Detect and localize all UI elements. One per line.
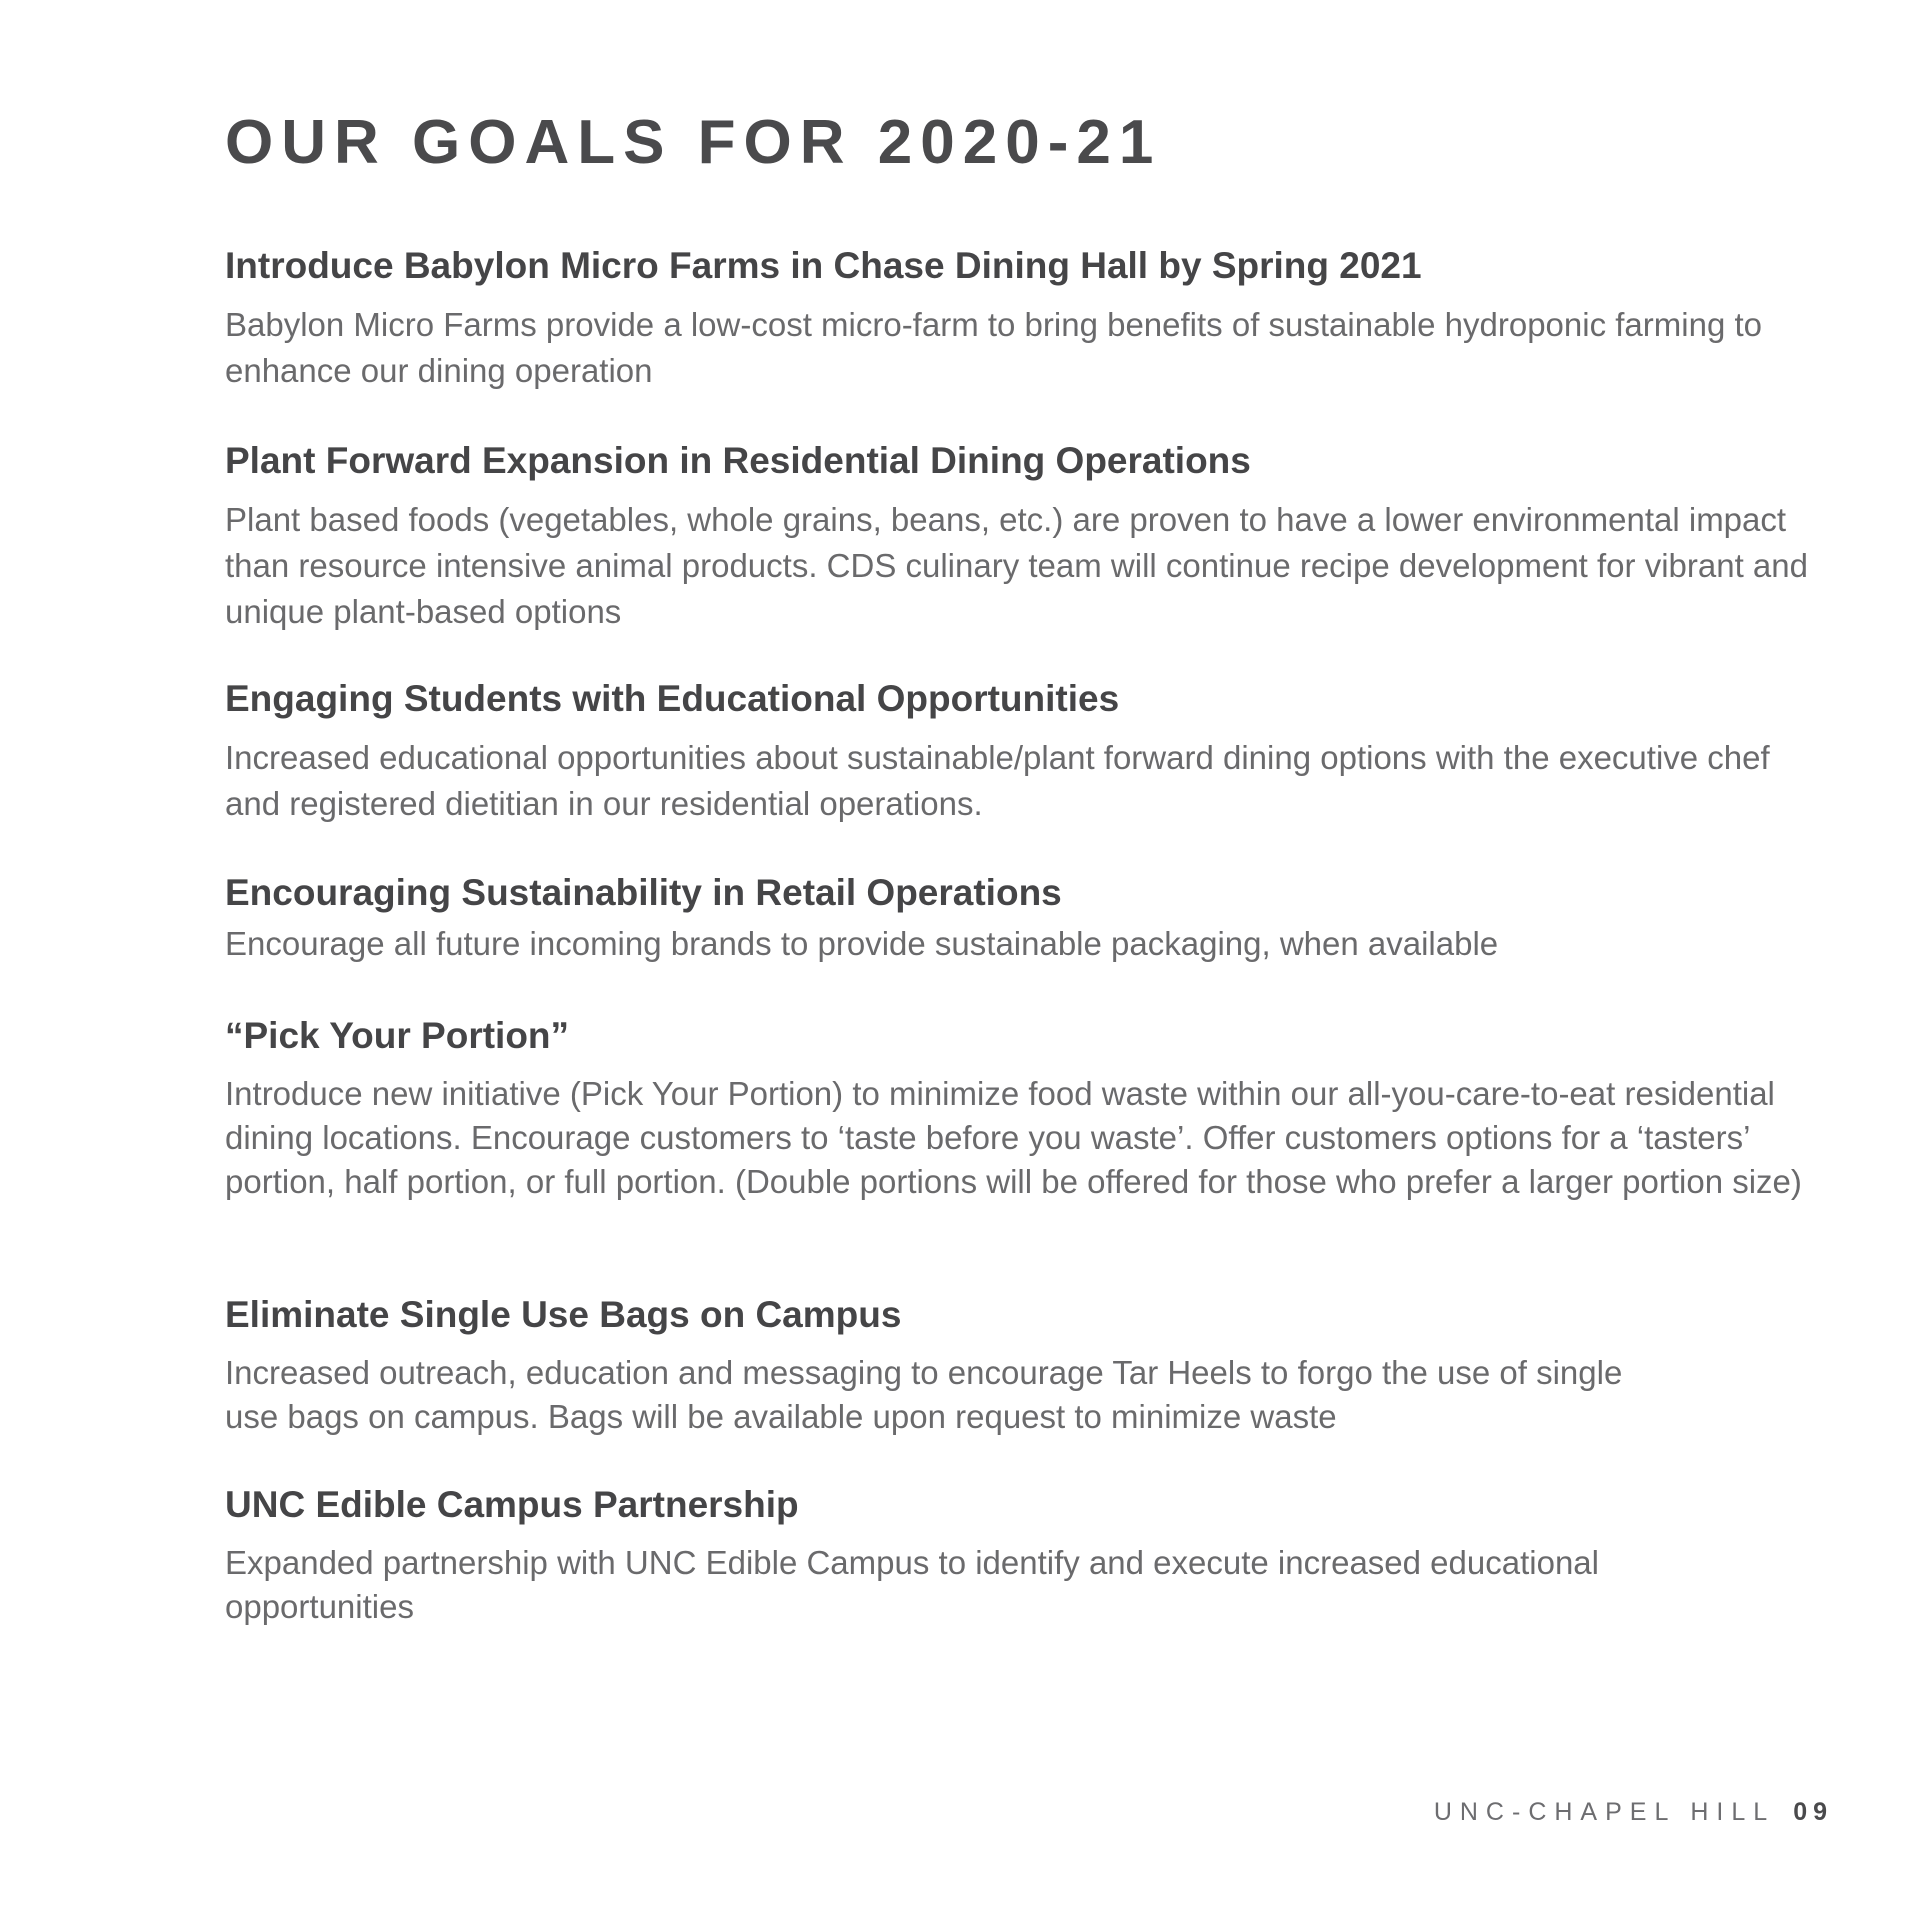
goal-heading: Plant Forward Expansion in Residential Dining Operations [225, 440, 1251, 481]
page-number: 09 [1793, 1798, 1833, 1826]
goal-babylon-micro-farms [225, 244, 1845, 394]
goal-heading: Introduce Babylon Micro Farms in Chase Dining Hall by Spring 2021 [225, 245, 1422, 286]
footer-institution: UNC-CHAPEL HILL [1433, 1798, 1776, 1826]
goal-heading: Encouraging Sustainability in Retail Operations [225, 872, 1062, 913]
goal-description: Plant based foods (vegetables, whole grains, beans, etc.) are proven to have a lower environmental impact than resource intensive animal products. CDS culinary team will continue recipe development for vibrant and unique plant-based options [225, 501, 1808, 631]
goal-edible-campus [225, 1483, 1845, 1629]
goal-description: Expanded partnership with UNC Edible Campus to identify and execute increased educational opportunities [225, 1544, 1599, 1626]
page-footer [1434, 1800, 1833, 1825]
goal-engaging-students [225, 677, 1845, 827]
goal-heading: “Pick Your Portion” [225, 1015, 570, 1056]
goal-pick-your-portion [225, 1014, 1845, 1204]
goal-retail-sustainability [225, 871, 1845, 967]
goal-description: Introduce new initiative (Pick Your Portion) to minimize food waste within our all-you-care-to-eat residential dining locations. Encourage customers to ‘taste before you waste’. Offer customers options for a ‘tasters’ portion, half portion, or full portion. (Double portions will be offered for those who prefer a larger portion size) [225, 1075, 1802, 1201]
goal-description: Increased outreach, education and messaging to encourage Tar Heels to forgo the use of single use bags on campus. Bags will be available upon request to minimize waste [225, 1354, 1623, 1436]
goal-single-use-bags [225, 1293, 1845, 1439]
goal-description: Encourage all future incoming brands to provide sustainable packaging, when available [225, 925, 1499, 963]
goal-heading: UNC Edible Campus Partnership [225, 1484, 799, 1525]
goal-description: Babylon Micro Farms provide a low-cost micro-farm to bring benefits of sustainable hydroponic farming to enhance our dining operation [225, 306, 1762, 390]
goal-description: Increased educational opportunities about sustainable/plant forward dining options with the executive chef and registered dietitian in our residential operations. [225, 739, 1770, 823]
goal-heading: Engaging Students with Educational Opportunities [225, 678, 1120, 719]
goal-plant-forward [225, 439, 1845, 635]
page-title: OUR GOALS FOR 2020-21 [225, 108, 1162, 177]
goal-heading: Eliminate Single Use Bags on Campus [225, 1294, 902, 1335]
